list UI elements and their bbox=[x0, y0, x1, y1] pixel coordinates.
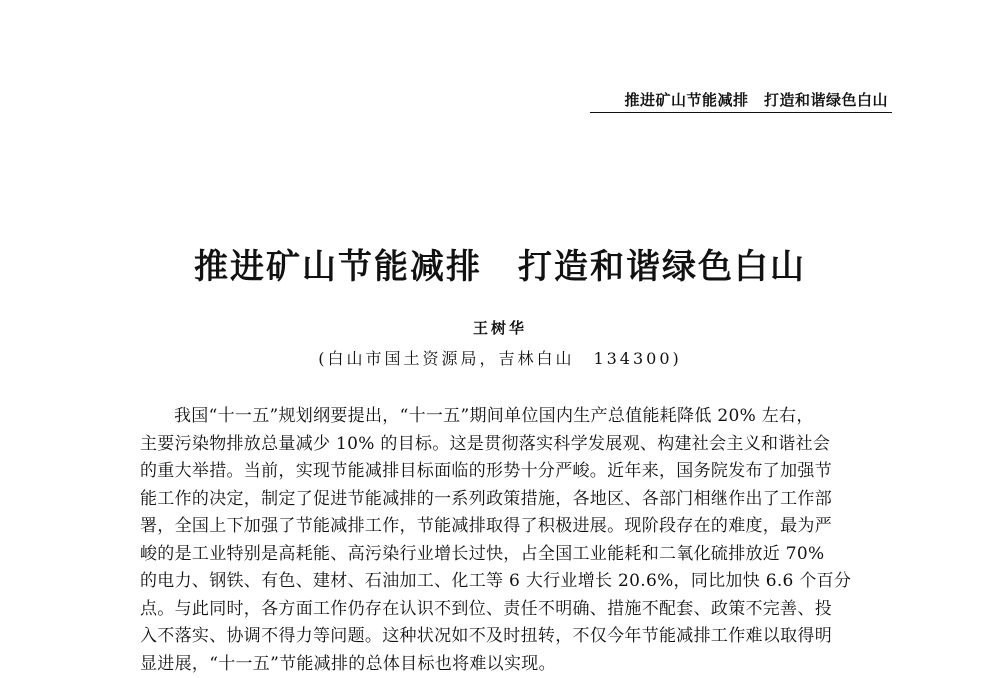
body-line: 的重大举措。当前，实现节能减排目标面临的形势十分严峻。近年来，国务院发布了加强节 bbox=[140, 461, 832, 481]
author-name: 王树华 bbox=[472, 319, 527, 337]
body-line: 点。与此同时，各方面工作仍存在认识不到位、责任不明确、措施不配套、政策不完善、投 bbox=[140, 598, 832, 619]
header-rule bbox=[590, 112, 892, 113]
body-line: 峻的是工业特别是高耗能、高污染行业增长过快，占全国工业能耗和二氧化硫排放近 70% bbox=[140, 543, 825, 564]
body-line: 的电力、钢铁、有色、建材、石油加工、化工等 6 大行业增长 20.6%，同比加快 6.6 个百分 bbox=[140, 571, 852, 591]
body-line: 我国“十一五”规划纲要提出，“十一五”期间单位国内生产总值能耗降低 20% 左右， bbox=[174, 406, 814, 426]
article-title: 推进矿山节能减排 打造和谐绿色白山 bbox=[194, 247, 806, 287]
body-line: 显进展，“十一五”节能减排的总体目标也将难以实现。 bbox=[140, 653, 556, 674]
body-line: 主要污染物排放总量减少 10% 的目标。这是贯彻落实科学发展观、构建社会主义和谐社会 bbox=[140, 433, 831, 454]
body-paragraph bbox=[140, 403, 892, 678]
body-line: 入不落实、协调不得力等问题。这种状况如不及时扭转，不仅今年节能减排工作难以取得明 bbox=[140, 626, 832, 646]
author-affiliation: (白山市国土资源局，吉林白山 134300) bbox=[318, 349, 682, 368]
running-header: 推进矿山节能减排 打造和谐绿色白山 bbox=[624, 91, 888, 109]
body-line: 署，全国上下加强了节能减排工作，节能减排取得了积极进展。现阶段存在的难度，最为严 bbox=[140, 516, 832, 536]
body-line: 能工作的决定，制定了促进节能减排的一系列政策措施，各地区、各部门相继作出了工作部 bbox=[140, 488, 832, 509]
